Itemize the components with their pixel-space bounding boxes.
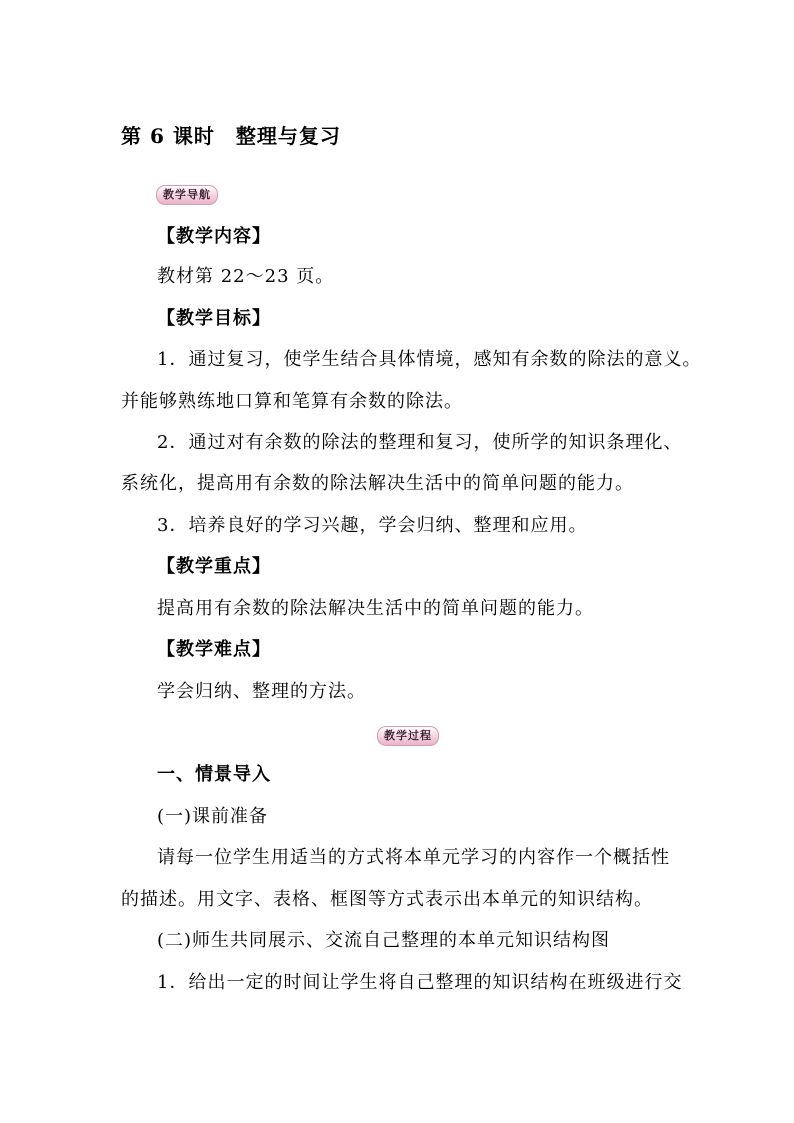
- goal-2-line-2: 系统化，提高用有余数的除法解决生活中的简单问题的能力。: [121, 473, 634, 494]
- key-points-heading: 【教学重点】: [157, 556, 271, 577]
- content-heading: 【教学内容】: [157, 226, 271, 247]
- difficulty-text: 学会归纳、整理的方法。: [157, 681, 366, 702]
- part-1-sub-2-item-1: 1．给出一定的时间让学生将自己整理的知识结构在班级进行交: [157, 972, 683, 993]
- part-1-sub-1: (一)课前准备: [157, 806, 269, 827]
- part-1-sub-1-line-1: 请每一位学生用适当的方式将本单元学习的内容作一个概括性: [157, 847, 670, 868]
- goal-3: 3．培养良好的学习兴趣，学会归纳、整理和应用。: [157, 515, 588, 536]
- goals-heading: 【教学目标】: [157, 308, 271, 329]
- page-title: 第 6 课时 整理与复习: [121, 124, 341, 148]
- teaching-guide-badge: 教学导航: [156, 185, 218, 205]
- part-1-heading: 一、情景导入: [157, 764, 271, 785]
- goal-2-line-1: 2．通过对有余数的除法的整理和复习，使所学的知识条理化、: [157, 432, 683, 453]
- part-1-sub-2: (二)师生共同展示、交流自己整理的本单元知识结构图: [157, 930, 611, 951]
- difficulty-heading: 【教学难点】: [157, 639, 271, 660]
- goal-1-line-2: 并能够熟练地口算和笔算有余数的除法。: [121, 391, 463, 412]
- key-points-text: 提高用有余数的除法解决生活中的简单问题的能力。: [157, 598, 594, 619]
- part-1-sub-1-line-2: 的描述。用文字、表格、框图等方式表示出本单元的知识结构。: [121, 889, 653, 910]
- content-text: 教材第 22～23 页。: [157, 266, 335, 287]
- goal-1-line-1: 1．通过复习，使学生结合具体情境，感知有余数的除法的意义。: [157, 349, 702, 370]
- teaching-process-badge: 教学过程: [377, 726, 439, 746]
